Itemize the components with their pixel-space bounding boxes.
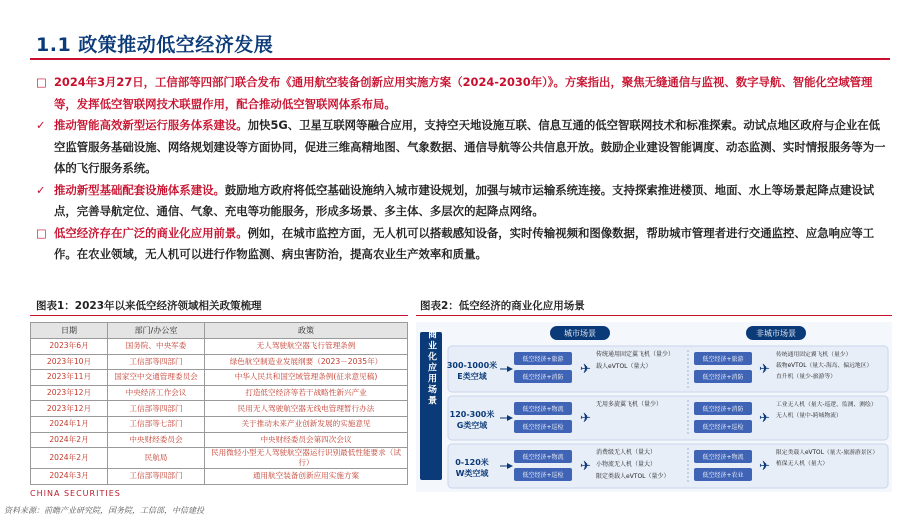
band-airspace-label: W类空域 bbox=[455, 469, 489, 478]
drone-icon: ✈ bbox=[759, 362, 770, 377]
table-header-date: 日期 bbox=[31, 323, 108, 339]
policy-table bbox=[30, 322, 408, 485]
source-note: 资料来源：前瞻产业研究院，国务院，工信部，中信建投 bbox=[4, 506, 204, 515]
nonurban-item: 工业无人机（量大-巡逻、监测、测绘） bbox=[776, 402, 877, 408]
checkmark-icon: ✓ bbox=[36, 182, 46, 197]
nonurban-label: 非城市场景 bbox=[756, 329, 796, 338]
policy-cell: 中央财经委员会第四次会议 bbox=[205, 432, 408, 448]
table-row bbox=[31, 448, 408, 469]
dept-cell: 国务院、中央军委 bbox=[108, 339, 205, 355]
figure2-divider bbox=[416, 315, 892, 316]
dept-cell: 中央财经委员会 bbox=[108, 432, 205, 448]
nonurban-tag-label: 低空经济+巡检 bbox=[702, 424, 744, 431]
bullet-text: 鼓励地方政府将低空基础设施纳入城市建设规划，加强与城市运输系统连接。支持探索推进楼顶、地面、水上等场景起降点建设试点，完善导航定位、通信、气象、充电等功能服务，形成多场景、多主体、多层次的起降点网络。 bbox=[54, 182, 875, 218]
date-cell: 2023年12月 bbox=[31, 385, 108, 401]
page-title: 1.1 政策推动低空经济发展 bbox=[36, 34, 274, 56]
band-airspace-label: E类空域 bbox=[457, 372, 487, 381]
nonurban-header bbox=[746, 326, 806, 340]
application-scenario-diagram bbox=[416, 322, 892, 492]
table-row bbox=[31, 401, 408, 417]
urban-item: 无用多旋翼飞机（量少） bbox=[596, 401, 663, 408]
figure2-title: 图表2：低空经济的商业化应用场景 bbox=[420, 300, 585, 312]
bullet-text: 推动新型基础配套设施体系建设。 bbox=[54, 182, 225, 197]
date-cell: 2024年2月 bbox=[31, 432, 108, 448]
bullet-text: 低空经济存在广泛的商业化应用前景。 bbox=[54, 225, 248, 240]
urban-item: 限定类载人eVTOL（量少） bbox=[596, 473, 670, 480]
band-airspace-label: G类空域 bbox=[456, 421, 488, 430]
figure1-divider bbox=[30, 315, 408, 316]
date-cell: 2023年11月 bbox=[31, 370, 108, 386]
nonurban-item: 植保无人机（量大） bbox=[776, 461, 829, 467]
date-cell: 2023年10月 bbox=[31, 354, 108, 370]
bullet-item bbox=[36, 115, 888, 180]
policy-cell: 通用航空装备创新应用实施方案 bbox=[205, 469, 408, 485]
checkmark-icon: ✓ bbox=[36, 118, 46, 132]
band-altitude-label: 120-300米 bbox=[449, 410, 495, 419]
band-altitude-label: 0-120米 bbox=[455, 458, 489, 467]
policy-cell: 打造低空经济等若干战略性新兴产业 bbox=[205, 385, 408, 401]
nonurban-tag-label: 低空经济+农业 bbox=[702, 472, 744, 479]
table-header-dept: 部门/办公室 bbox=[108, 323, 205, 339]
bullet-list bbox=[36, 72, 888, 266]
aircraft-icon: ✈ bbox=[580, 362, 591, 377]
dept-cell: 工信部等四部门 bbox=[108, 354, 205, 370]
table-header-policy: 政策 bbox=[205, 323, 408, 339]
table-row bbox=[31, 416, 408, 432]
bullet-text: 推动智能高效新型运行服务体系建设。 bbox=[54, 118, 248, 132]
nonurban-item: 无人机（量中-跨城物流） bbox=[776, 413, 842, 419]
date-cell: 2024年1月 bbox=[31, 416, 108, 432]
date-cell: 2023年12月 bbox=[31, 401, 108, 417]
drone-icon: ✈ bbox=[759, 411, 770, 426]
urban-item: 消费级无人机（量大） bbox=[596, 449, 657, 456]
urban-tag-label: 低空经济+巡检 bbox=[522, 424, 564, 431]
figure1-title: 图表1：2023年以来低空经济领域相关政策梳理 bbox=[36, 300, 262, 312]
urban-tag-label: 低空经济+旅游 bbox=[522, 356, 564, 363]
policy-cell: 绿色航空制造业发展纲要（2023－2035年） bbox=[205, 354, 408, 370]
aircraft-icon: ✈ bbox=[580, 411, 591, 426]
urban-tag-label: 低空经济+物流 bbox=[522, 454, 564, 461]
bullet-text: 例如，在城市监控方面，无人机可以搭载感知设备，实时传输视频和图像数据，帮助城市管理者进行交通监控、应急响应等工作。在农业领域，无人机可以进行作物监测、病虫害防治，提高农业生产效率和质量。 bbox=[54, 225, 875, 261]
date-cell: 2024年3月 bbox=[31, 469, 108, 485]
urban-item: 传统通用固定翼飞机（量少） bbox=[596, 351, 675, 358]
urban-tag-label: 低空经济+物流 bbox=[522, 406, 564, 413]
bullet-text: 2024年3月27日，工信部等四部门联合发布《通用航空装备创新应用实施方案（2024-2030年）》。方案指出，聚焦无缝通信与监视、数字导航、智能化空域管理等，发挥低空智联网技术联盟作用，配合推动低空智联网体系布局。 bbox=[54, 75, 873, 111]
vertical-label: 商业化应用场景 bbox=[426, 329, 436, 407]
policy-cell: 中华人民共和国空域管理条例(征求意见稿) bbox=[205, 370, 408, 386]
title-divider bbox=[30, 58, 890, 60]
policy-cell: 民用微轻小型无人驾驶航空器运行识别最低性能要求（试行） bbox=[205, 448, 408, 469]
date-cell: 2023年6月 bbox=[31, 339, 108, 355]
policy-cell: 关于推动未来产业创新发展的实施意见 bbox=[205, 416, 408, 432]
logo-watermark: CHINA SECURITIES bbox=[30, 489, 121, 498]
dept-cell: 工信部等四部门 bbox=[108, 469, 205, 485]
nonurban-tag-label: 低空经济+消防 bbox=[702, 374, 744, 381]
urban-label: 城市场景 bbox=[564, 329, 596, 338]
dept-cell: 国家空中交通管理委员会 bbox=[108, 370, 205, 386]
band-altitude-label: 300-1000米 bbox=[446, 361, 498, 370]
drone-icon: ✈ bbox=[759, 459, 770, 474]
urban-tag-label: 低空经济+消防 bbox=[522, 374, 564, 381]
square-bullet-icon: □ bbox=[36, 75, 47, 89]
policy-cell: 民用无人驾驶航空器无线电管理暂行办法 bbox=[205, 401, 408, 417]
dept-cell: 民航局 bbox=[108, 448, 205, 469]
dept-cell: 中央经济工作会议 bbox=[108, 385, 205, 401]
nonurban-tag-label: 低空经济+旅游 bbox=[702, 356, 744, 363]
urban-tag-label: 低空经济+巡检 bbox=[522, 472, 564, 479]
urban-item: 载人eVTOL（量大） bbox=[596, 363, 652, 370]
table-row bbox=[31, 469, 408, 485]
dept-cell: 工信部等七部门 bbox=[108, 416, 205, 432]
bullet-item bbox=[36, 180, 888, 223]
bullet-item bbox=[36, 223, 888, 266]
table-row bbox=[31, 370, 408, 386]
table-row bbox=[31, 354, 408, 370]
policy-cell: 无人驾驶航空器飞行管理条例 bbox=[205, 339, 408, 355]
bullet-item bbox=[36, 72, 888, 115]
table-row bbox=[31, 432, 408, 448]
urban-header bbox=[550, 326, 610, 340]
square-bullet-icon: □ bbox=[36, 225, 47, 240]
nonurban-item: 传统通用固定翼飞机（量少） bbox=[776, 352, 852, 358]
urban-item: 小物流无人机（量大） bbox=[596, 461, 657, 468]
nonurban-tag-label: 低空经济+消防 bbox=[702, 406, 744, 413]
nonurban-item: 直升机（量少-旅游等） bbox=[776, 374, 837, 380]
nonurban-item: 载物eVTOL（量大-海岛、偏远地区） bbox=[776, 363, 873, 369]
aircraft-icon: ✈ bbox=[580, 459, 591, 474]
bullet-text: 加快5G、卫星互联网等融合应用，支持空天地设施互联、信息互通的低空智联网技术和标准探索。动试点地区政府与企业在低空监管服务基础设施、网络规划建设等方面协同，促进三维高精地图、气象数据、通信导航等公共信息开放。鼓励企业建设智能调度、动态监测、实时情报服务等为一体的飞行服务系统。 bbox=[54, 118, 886, 175]
date-cell: 2024年2月 bbox=[31, 448, 108, 469]
dept-cell: 工信部等四部门 bbox=[108, 401, 205, 417]
table-row bbox=[31, 385, 408, 401]
nonurban-tag-label: 低空经济+物流 bbox=[702, 454, 744, 461]
table-row bbox=[31, 339, 408, 355]
nonurban-item: 限定类载人eVTOL（量大-旅游游景区） bbox=[776, 450, 879, 456]
